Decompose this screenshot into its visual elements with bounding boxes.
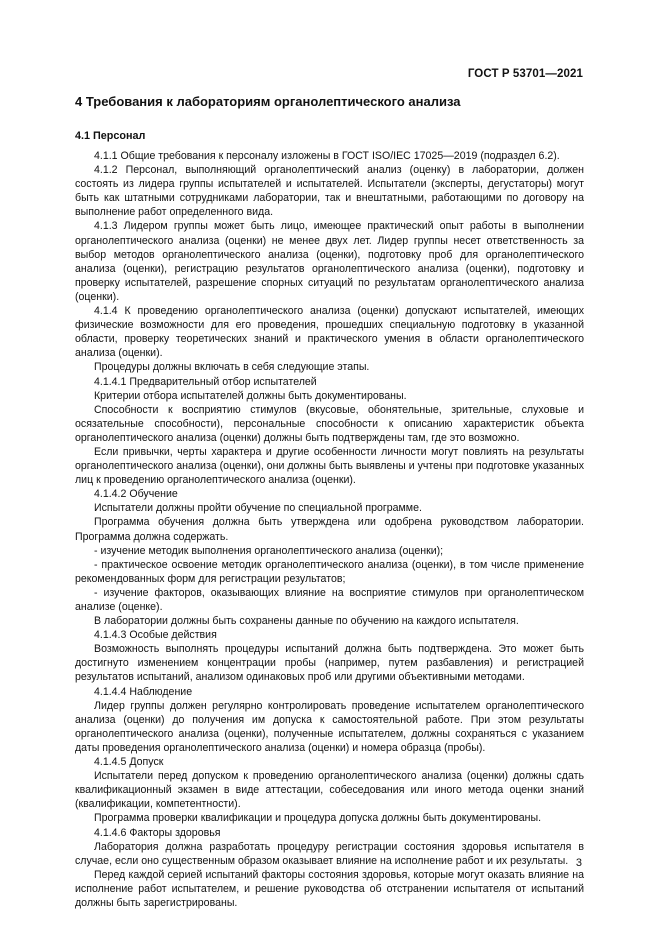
clause-heading-4-1-4-3: 4.1.4.3 Особые действия xyxy=(94,629,217,642)
paragraph-training: Испытатели должны пройти обучение по специальной программе. xyxy=(94,502,422,515)
paragraph-procedures: Процедуры должны включать в себя следующие этапы. xyxy=(94,361,370,374)
paragraph-admission: Испытатели перед допуском к проведению органолептического анализа (оценки) должны сдать квалификационный экзамен в виде аттестации, собеседования или иного метода оценки знаний (квалификации, компетентности). xyxy=(75,770,584,811)
paragraph-health-procedure: Лаборатория должна разработать процедуру регистрации состояния здоровья испытателя в случае, если оно существенным образом оказывает влияние на исполнение работ и их результаты. xyxy=(75,840,584,867)
paragraph-selection-criteria: Критерии отбора испытателей должны быть документированы. xyxy=(94,389,407,402)
clause-heading-4-1-4-5: 4.1.4.5 Допуск xyxy=(94,756,164,769)
clause-heading-4-1-4-2: 4.1.4.2 Обучение xyxy=(94,488,178,501)
paragraph-4-1-2: 4.1.2 Персонал, выполняющий органолептический анализ (оценку) в лаборатории, должен состоять из лидера группы испытателей и испытателей. Испытатели (эксперты, дегустаторы) могут быть как штатными сотрудниками лаборатории, так и внештатными, работающими по договору на выполнение работ определенного вида. xyxy=(75,164,584,219)
list-item: - изучение факторов, оказывающих влияние на восприятие стимулов при органолептическом анализе (оценке). xyxy=(75,586,584,613)
paragraph-training-program: Программа обучения должна быть утверждена или одобрена руководством лаборатории. Программа должна содержать. xyxy=(75,516,584,543)
paragraph-4-1-4: 4.1.4 К проведению органолептического анализа (оценки) допускают испытателей, имеющих физические возможности для его проведения, прошедших специальную подготовку в указанной области, проверку теоретических знаний и практического умения в области органолептического анализа (оценки). xyxy=(75,305,584,360)
document-body xyxy=(75,94,584,910)
paragraph-qualification-program: Программа проверки квалификации и процедура допуска должны быть документированы. xyxy=(94,812,542,825)
paragraph-abilities: Способности к восприятию стимулов (вкусовые, обонятельные, зрительные, слуховые и осязательные способности), персональные способности к описанию характеристик объекта органолептического анализа (оценки) должны быть подтверждены там, где это возможно. xyxy=(75,403,584,444)
list-item: - изучение методик выполнения органолептического анализа (оценки); xyxy=(94,544,444,557)
list-item: - практическое освоение методик органолептического анализа (оценки), в том числе применение рекомендованных форм для регистрации результатов; xyxy=(75,558,584,585)
section-title: 4 Требования к лабораториям органолептического анализа xyxy=(75,94,461,109)
paragraph-training-records: В лаборатории должны быть сохранены данные по обучению на каждого испытателя. xyxy=(94,615,519,628)
paragraph-health-factors: Перед каждой серией испытаний факторы состояния здоровья, которые могут оказать влияние на исполнение работ испытателем, и решение руководства об отстранении испытателя от испытаний должны быть зарегистрированы. xyxy=(75,868,584,909)
clause-heading-4-1-4-6: 4.1.4.6 Факторы здоровья xyxy=(94,826,221,839)
clause-heading-4-1-4-1: 4.1.4.1 Предварительный отбор испытателей xyxy=(94,375,317,388)
paragraph-special-actions: Возможность выполнять процедуры испытаний должна быть подтверждена. Это может быть достигнуто изменением концентрации пробы (например, путем разбавления) и регистрацией результатов испытаний, анализом одинаковых проб или другими объективными методами. xyxy=(75,643,584,684)
paragraph-4-1-3: 4.1.3 Лидером группы может быть лицо, имеющее практический опыт работы в выполнении органолептического анализа (оценки) не менее двух лет. Лидер группы несет ответственность за выбор методов органолептического анализа (оценки), подготовку проб для органолептического анализа (оценки), регистрацию результатов органолептического анализа (оценки), подготовку и проверку испытателей, разрешение спорных ситуаций по результатам органолептического анализа (оценки). xyxy=(75,220,584,303)
document-code: ГОСТ Р 53701—2021 xyxy=(467,68,583,80)
paragraph-observation: Лидер группы должен регулярно контролировать проведение испытателем органолептического анализа (оценки) до получения им допуска к самостоятельной работе. При этом результаты органолептического анализа (оценки), полученные испытателем, должны сохраняться с указанием даты проведения органолептического анализа (оценки) и номера образца (пробы). xyxy=(75,699,584,754)
paragraph-4-1-1: 4.1.1 Общие требования к персоналу изложены в ГОСТ ISO/IEC 17025—2019 (подраздел 6.2). xyxy=(94,150,560,162)
page-number: 3 xyxy=(575,857,582,869)
subsection-title: 4.1 Персонал xyxy=(75,130,146,142)
paragraph-habits: Если привычки, черты характера и другие особенности личности могут повлиять на результаты органолептического анализа (оценки), они должны быть выявлены и учтены при подготовке указанных лиц к проведению органолептического анализа (оценки). xyxy=(75,445,584,487)
clause-heading-4-1-4-4: 4.1.4.4 Наблюдение xyxy=(94,685,193,698)
